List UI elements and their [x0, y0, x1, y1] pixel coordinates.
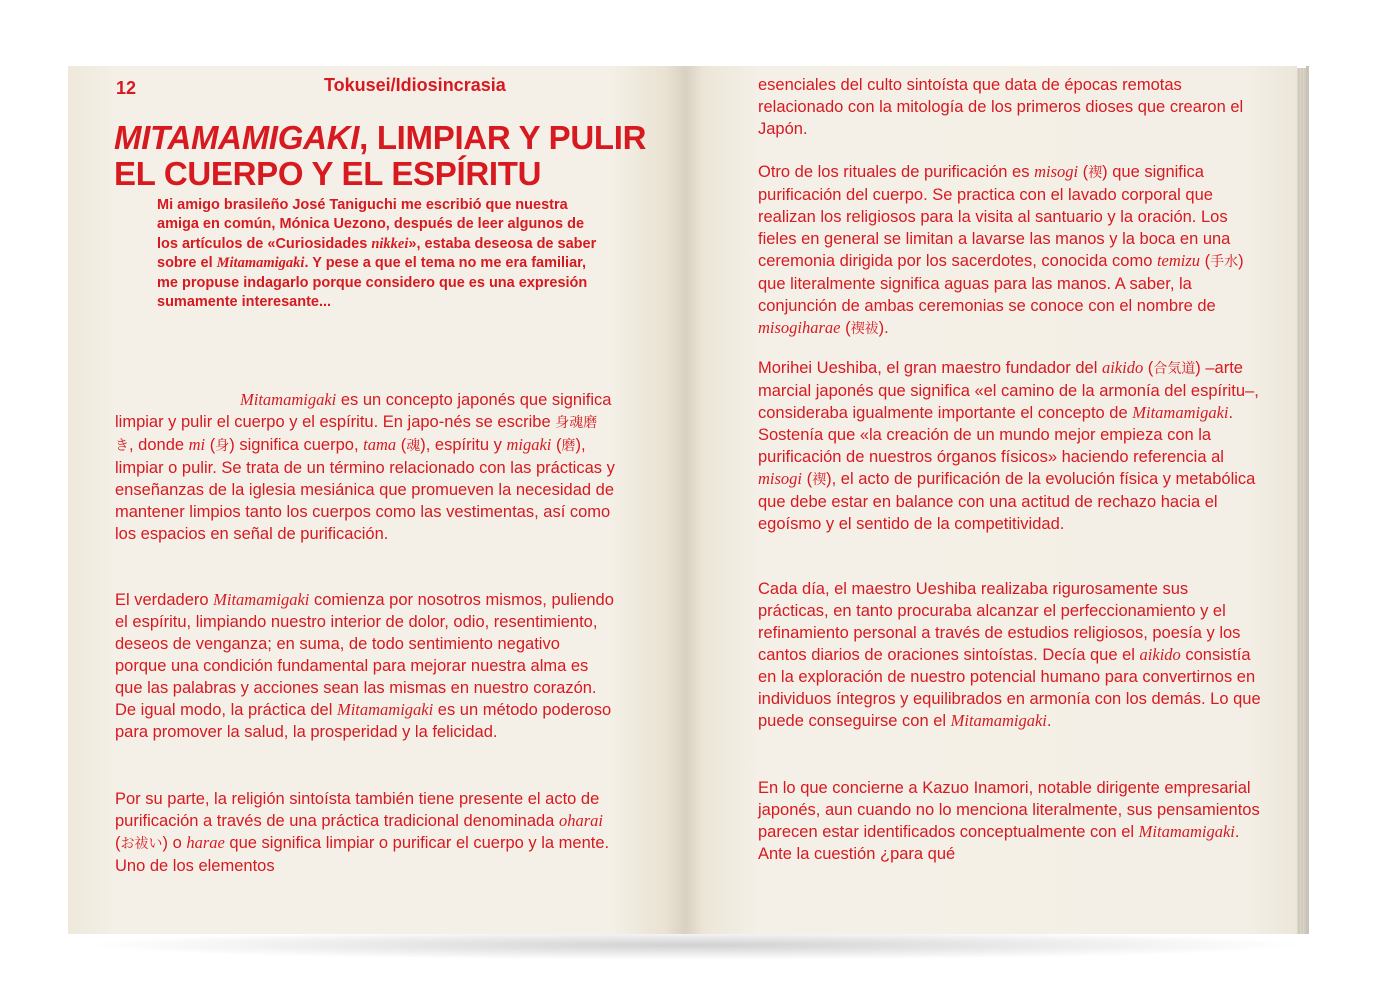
text: ). — [878, 319, 889, 337]
body-paragraph-3 — [115, 788, 615, 877]
left-page — [68, 66, 685, 934]
right-page — [685, 66, 1297, 934]
intro-text: Mi amigo brasileño José Taniguchi me escribió que nuestra amiga en común, Mónica Uezono, después de leer algunos de los artículos de «Curiosidades — [157, 197, 585, 252]
kanji: 身 — [215, 438, 230, 454]
body-paragraph-2 — [115, 589, 615, 743]
text: Otro de los rituales de purificación es — [758, 163, 1035, 181]
term: misogiharae — [758, 318, 841, 337]
term: aikido — [1139, 645, 1181, 664]
body-paragraph-7 — [758, 777, 1263, 865]
kanji: 禊 — [1088, 165, 1103, 181]
running-head: Tokusei/Idiosincrasia — [324, 75, 506, 95]
article-title — [114, 120, 674, 192]
intro-text: . Y pese a que el tema no me era familiar, me propuse indagarlo porque considero que es una expresión sumamente interesante... — [157, 255, 588, 311]
text: ) que literalmente significa aguas para las manos. A saber, la conjunción de ambas ceremonias se conoce con el nombre de — [758, 252, 1244, 315]
text: ( — [551, 436, 562, 454]
term: Mitamamigaki — [950, 711, 1047, 730]
body-paragraph-5 — [758, 357, 1263, 535]
text: que significa limpiar o purificar el cuerpo y la mente. Uno de los elementos — [115, 834, 610, 875]
text: ( — [205, 436, 216, 454]
kanji: 魂 — [406, 438, 421, 454]
text: . Ante la cuestión ¿para qué — [758, 823, 1240, 863]
text: ( — [840, 319, 851, 337]
text: El verdadero — [115, 591, 214, 609]
intro-text: », estaba deseosa de saber sobre el — [157, 235, 597, 272]
title-italic: MITAMAMIGAKI — [114, 119, 360, 156]
text: . Sostenía que «la creación de un mundo mejor empieza con la purificación de nuestros órganos físicos» haciendo referencia al — [758, 404, 1234, 466]
term: Mitamamigaki — [240, 390, 337, 409]
term: Mitamamigaki — [1132, 403, 1229, 422]
text: es un concepto japonés que significa limpiar y pulir el cuerpo y el espíritu. En japo-nés se escribe — [115, 391, 612, 431]
text: ( — [1200, 252, 1211, 270]
text: , donde — [129, 436, 189, 454]
book-shadow — [80, 930, 1310, 960]
text: ), limpiar o pulir. Se trata de un término relacionado con las prácticas y enseñanzas de la iglesia mesiánica que promueven la necesidad de mantener limpios tanto los cuerpos como las vestimentas, así como los espacios en señal de purificación. — [115, 436, 615, 543]
text: ) que significa purificación del cuerpo. Se practica con el lavado corporal que realizan los religiosos para la visita al santuario y la oración. Los fieles en general se limitan a lavarse las manos y la boca en una ceremonia dirigida por los sacerdotes, conocida como — [758, 163, 1231, 270]
term: aikido — [1101, 358, 1144, 377]
term: misogi — [758, 469, 803, 488]
text: ) significa cuerpo, — [229, 436, 364, 454]
text: Morihei Ueshiba, el gran maestro fundador del — [758, 359, 1102, 377]
title-rest: , LIMPIAR Y PULIR EL CUERPO Y EL ESPÍRITU — [114, 119, 647, 192]
body-paragraph-1 — [115, 389, 615, 545]
text: En lo que concierne a Kazuo Inamori, notable dirigente empresarial japonés, aun cuando no lo menciona literalmente, sus pensamientos parecen estar identificados conceptualmente con el — [758, 779, 1260, 841]
term: misogi — [1034, 162, 1079, 181]
back-cover-edge — [1306, 66, 1309, 934]
kanji: 手水 — [1210, 254, 1239, 270]
page-number: 12 — [116, 78, 137, 98]
text: es un método poderoso para promover la salud, la prosperidad y la felicidad. — [115, 701, 612, 741]
text: ) –arte marcial japonés que significa «el camino de la armonía del espíritu–, consideraba igualmente importante el concepto de — [758, 359, 1259, 422]
kanji: 磨 — [561, 438, 576, 454]
kanji: 禊 — [812, 472, 827, 488]
text: ( — [802, 470, 813, 488]
text: consistía en la exploración de nuestro potencial humano para convertirnos en individuos íntegros y equilibrados en armonía con los demás. Lo que puede conseguirse con el — [758, 646, 1261, 730]
text: ), espíritu y — [420, 436, 507, 454]
body-paragraph-continued: esenciales del culto sintoísta que data de épocas remotas relacionado con la mitología de los primeros dioses que crearon el Japón. — [758, 76, 1244, 138]
text: ( — [1078, 163, 1089, 181]
term: Mitamamigaki — [1138, 822, 1235, 841]
kanji: 合気道 — [1153, 361, 1196, 377]
text: ) o — [162, 834, 187, 852]
term: migaki — [506, 435, 552, 454]
term: Mitamamigaki — [336, 700, 434, 719]
text: comienza por nosotros mismos, puliendo el espíritu, limpiando nuestro interior de dolor, odio, resentimiento, deseos de venganza; en suma, de todo sentimiento negativo porque una condición fundamental para mejorar nuestra alma es que las palabras y acciones sean las mismas en nuestro corazón. De igual modo, la práctica del — [115, 591, 614, 719]
page-edges — [1297, 68, 1306, 934]
term: oharai — [558, 811, 603, 830]
text: Cada día, el maestro Ueshiba realizaba rigurosamente sus prácticas, en tanto procuraba alcanzar el perfeccionamiento y el refinamiento personal a través de estudios religiosos, poesía y los cantos diarios de oraciones sintoístas. Decía que el — [758, 580, 1241, 664]
term: temizu — [1156, 251, 1201, 270]
intro-term-nikkei: nikkei — [371, 235, 409, 252]
term: harae — [186, 833, 225, 852]
body-paragraph-6 — [758, 578, 1263, 732]
text: . — [1046, 712, 1052, 730]
text: Por su parte, la religión sintoísta también tiene presente el acto de purificación a través de una práctica tradicional denominada — [115, 790, 600, 830]
term: mi — [188, 435, 206, 454]
intro-term-mitamamigaki: Mitamamigaki — [216, 255, 305, 272]
kanji: 身魂磨き — [115, 415, 598, 454]
text: ( — [1143, 359, 1154, 377]
body-paragraph-4 — [758, 161, 1263, 340]
kanji: 禊祓 — [850, 321, 879, 337]
text: ( — [396, 436, 407, 454]
text: ), el acto de purificación de la evolución física y metabólica que debe estar en balance con una actitud de rechazo hacia el egoísmo y el sentido de la competitividad. — [758, 470, 1256, 533]
article-intro — [157, 196, 597, 312]
text: ( — [115, 834, 121, 852]
term: tama — [363, 435, 397, 454]
kanji: お祓い — [120, 836, 163, 852]
term: Mitamamigaki — [213, 590, 310, 609]
